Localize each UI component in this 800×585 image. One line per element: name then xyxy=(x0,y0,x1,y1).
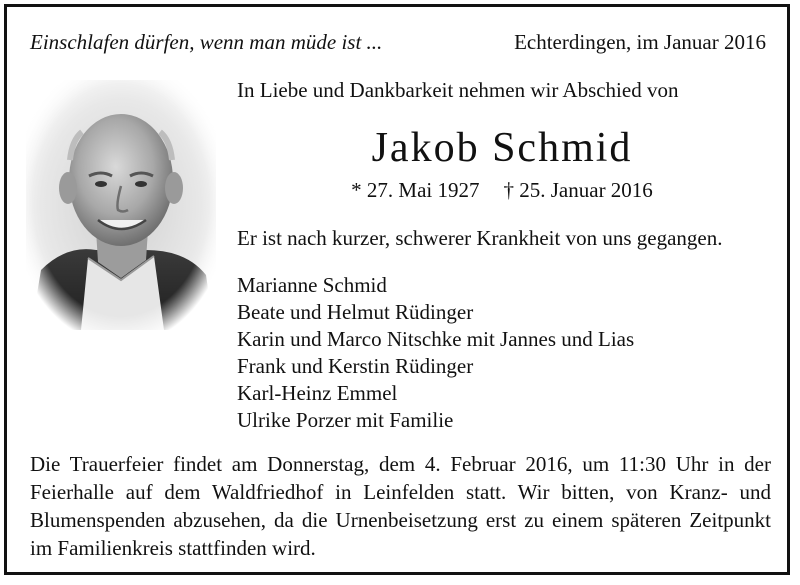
portrait-photo xyxy=(26,80,216,330)
mourner-item: Beate und Helmut Rüdinger xyxy=(237,300,474,324)
funeral-notice: Die Trauerfeier findet am Donnerstag, dem 4. Februar 2016, um 11:30 Uhr in der Feierhalle auf dem Waldfriedhof in Leinfelden statt. Wir bitten, von Kranz- und Blumenspenden abzusehen, da die Urnenbeisetzung erst zu einem späteren Zeitpunkt im Familienkreis stattfinden wird. xyxy=(30,452,771,560)
mourner-item: Karl-Heinz Emmel xyxy=(237,381,398,405)
deceased-name: Jakob Schmid xyxy=(371,125,633,171)
death-date: † 25. Januar 2016 xyxy=(503,178,653,202)
life-dates xyxy=(237,178,767,203)
illness-statement: Er ist nach kurzer, schwerer Krankheit von uns gegangen. xyxy=(237,226,723,250)
mourner-item: Karin und Marco Nitschke mit Jannes und Lias xyxy=(237,327,635,351)
mourner-item: Frank und Kerstin Rüdinger xyxy=(237,354,474,378)
motto: Einschlafen dürfen, wenn man müde ist ... xyxy=(30,30,383,54)
birth-date: * 27. Mai 1927 xyxy=(351,178,480,202)
mourner-item: Marianne Schmid xyxy=(237,273,387,297)
farewell-intro: In Liebe und Dankbarkeit nehmen wir Abschied von xyxy=(237,78,679,102)
mourner-item: Ulrike Porzer mit Familie xyxy=(237,408,454,432)
place-date: Echterdingen, im Januar 2016 xyxy=(514,30,766,54)
mourners-list xyxy=(237,272,634,434)
